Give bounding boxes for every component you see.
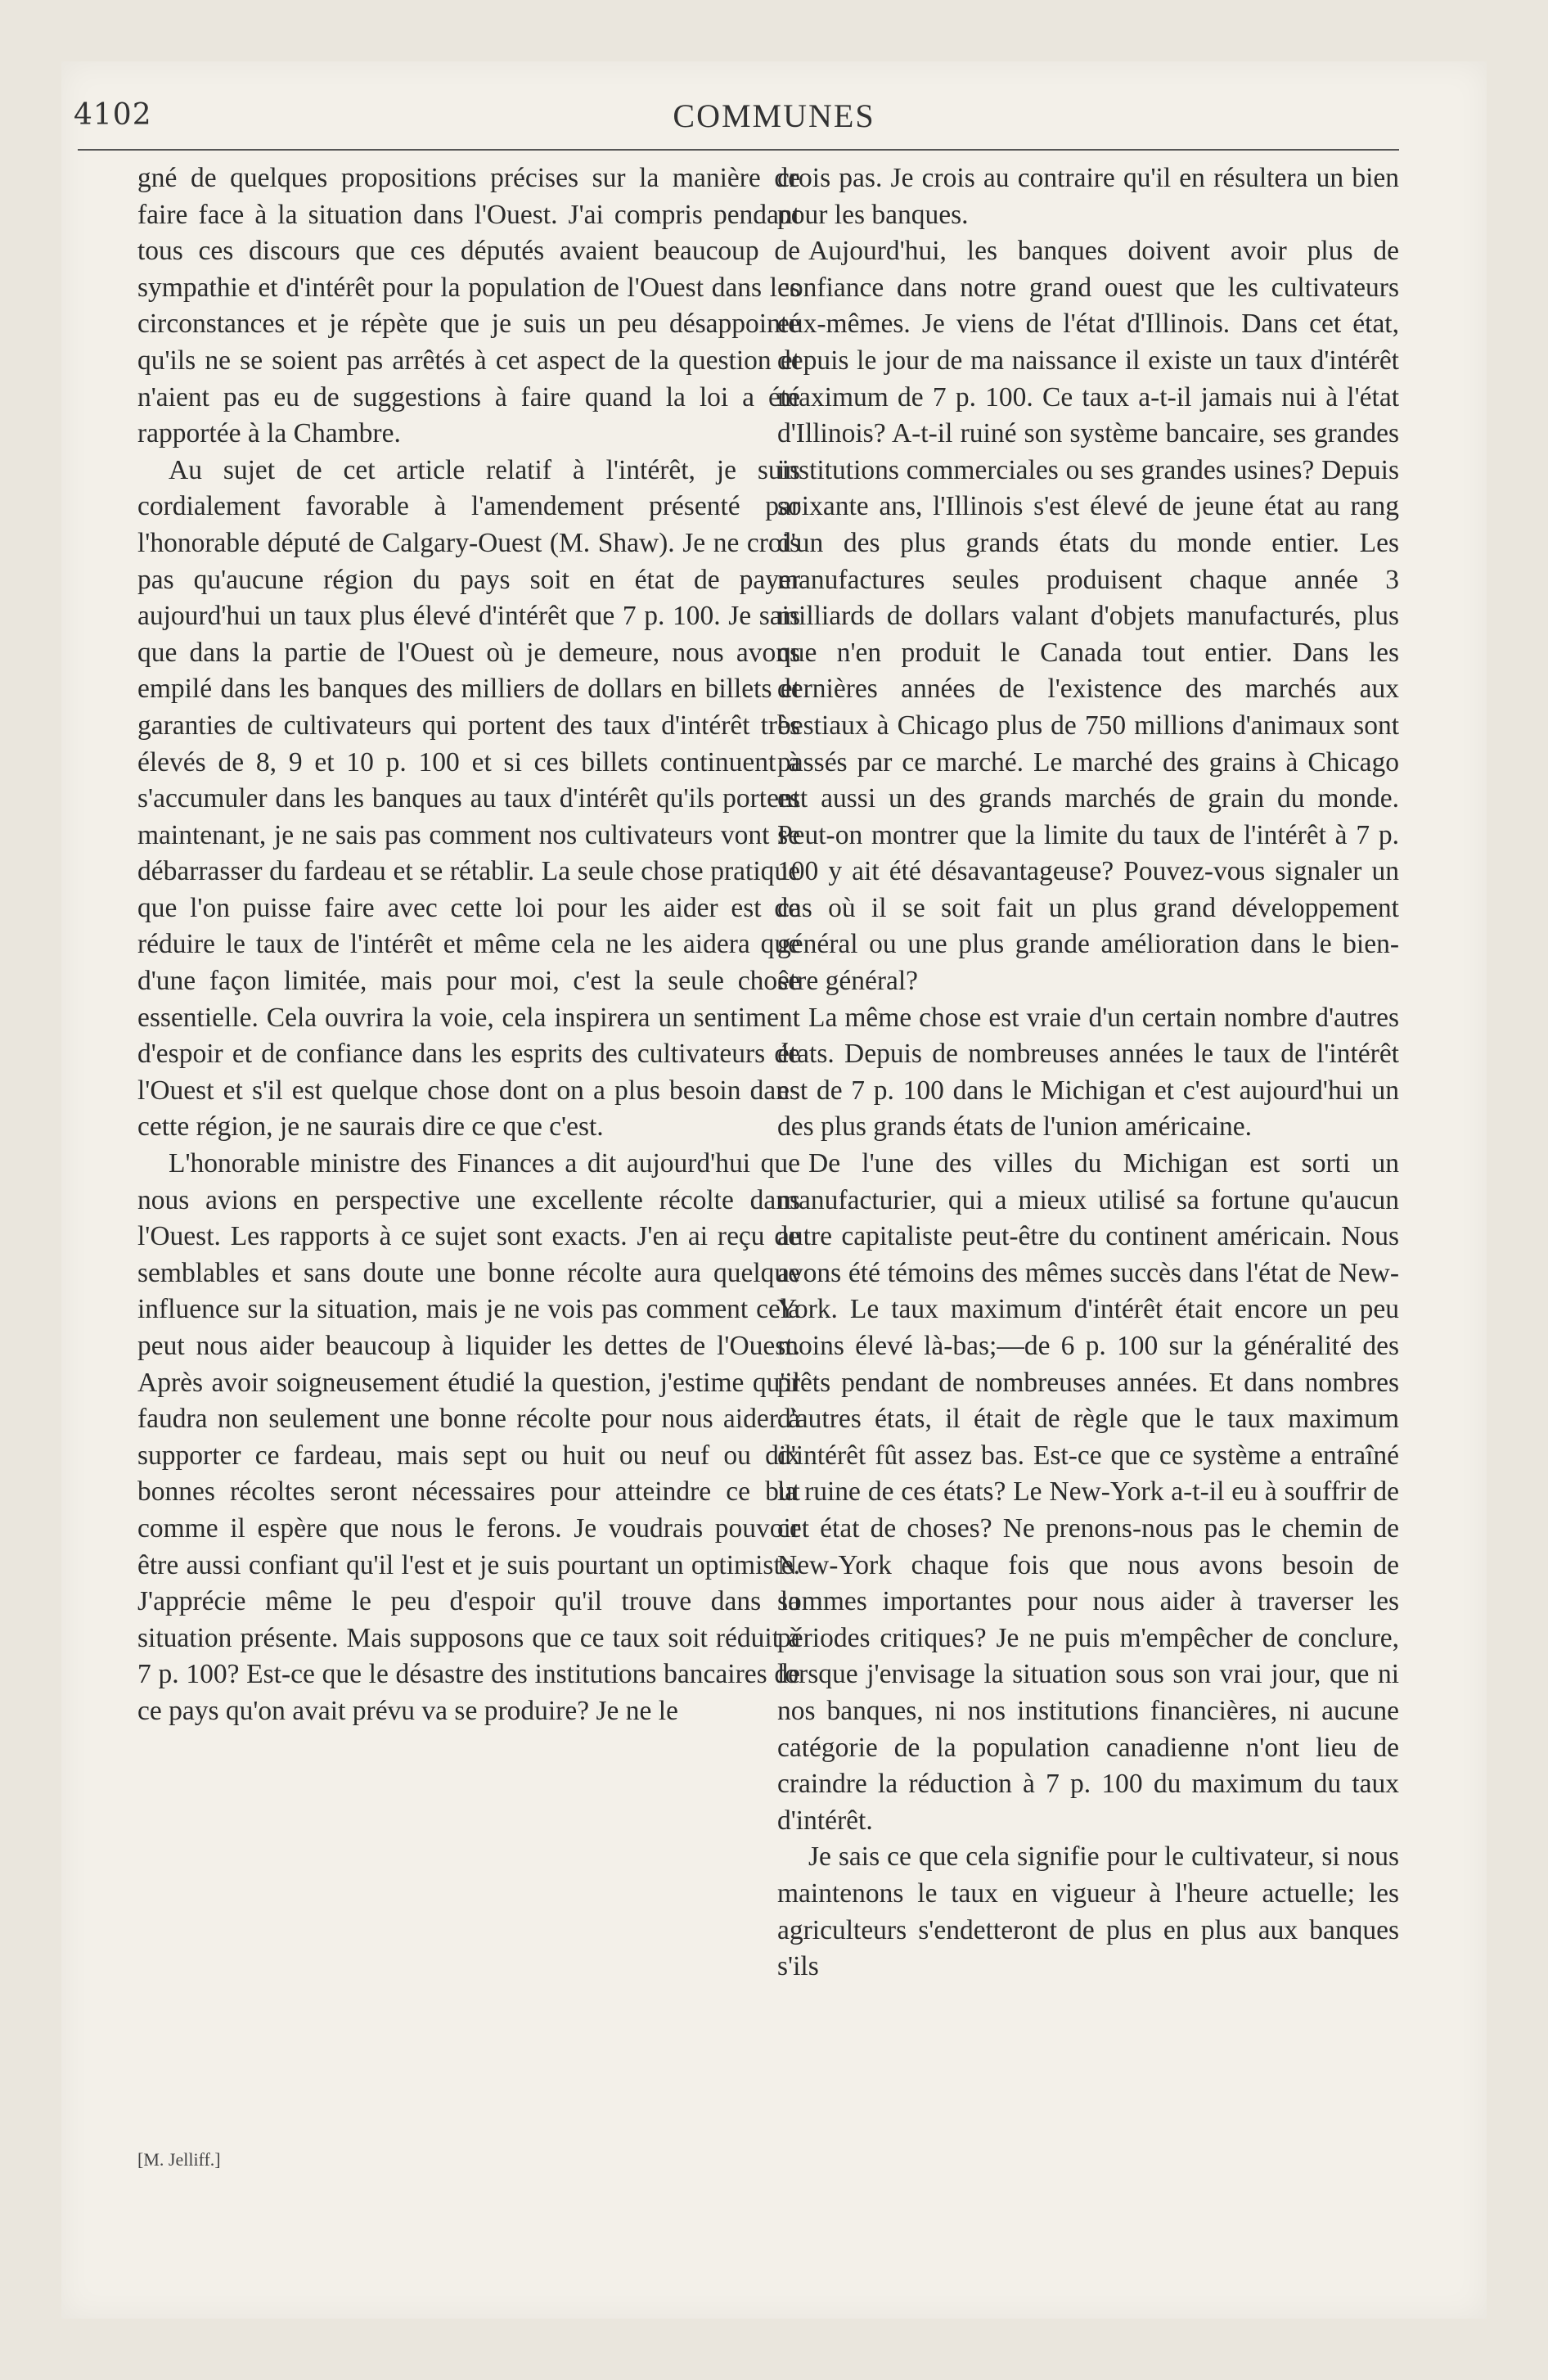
speaker-attribution: [M. Jelliff.] [137,2149,221,2170]
paragraph: crois pas. Je crois au contraire qu'il en résultera un bien pour les banques. [777,163,1399,230]
paragraph: Au sujet de cet article relatif à l'intérêt, je suis cordialement favorable à l'amendement présenté par l'honorable député de Calgary-Ouest (M. Shaw). Je ne crois pas qu'aucune région du pays soit en état de payer aujourd'hui un taux plus élevé d'intérêt que 7 p. 100. Je sais que dans la partie de l'Ouest où je demeure, nous avons empilé dans les banques des milliers de dollars en billets et garanties de cultivateurs qui portent des taux d'intérêt très élevés de 8, 9 et 10 p. 100 et si ces billets continuent à s'accumuler dans les banques au taux d'intérêt qu'ils portent maintenant, je ne sais pas comment nos cultivateurs vont se débarrasser du fardeau et se rétablir. La seule chose pratique que l'on puisse faire avec cette loi pour les aider est de réduire le taux de l'intérêt et même cela ne les aidera que d'une façon limitée, mais pour moi, c'est la seule chose essentielle. Cela ouvrira la voie, cela inspirera un sentiment d'espoir et de confiance dans les esprits des cultivateurs de l'Ouest et s'il est quelque chose dont on a plus besoin dans cette région, je ne saurais dire ce que c'est. [137,454,800,1143]
paragraph: L'honorable ministre des Finances a dit aujourd'hui que nous avions en perspective une excellente récolte dans l'Ouest. Les rapports à ce sujet sont exacts. J'en ai reçu de semblables et sans doute une bonne récolte aura quelque influence sur la situation, mais je ne vois pas comment cela peut nous aider beaucoup à liquider les dettes de l'Ouest. Après avoir soigneusement étudié la question, j'estime qu'il faudra non seulement une bonne récolte pour nous aider à supporter ce fardeau, mais sept ou huit ou neuf ou dix bonnes récoltes seront nécessaires pour atteindre ce but comme il espère que nous le ferons. Je voudrais pouvoir être aussi confiant qu'il l'est et je suis pourtant un optimiste. J'apprécie même le peu d'espoir qu'il trouve dans la situation présente. Mais supposons que ce taux soit réduit à 7 p. 100? Est-ce que le désastre des institutions bancaires de ce pays qu'on avait prévu va se produire? Je ne le [137,1148,800,1726]
right-column [777,160,1399,1986]
paragraph: De l'une des villes du Michigan est sorti un manufacturier, qui a mieux utilisé sa fortune qu'aucun autre capitaliste peut-être du continent américain. Nous avons été témoins des mêmes succès dans l'état de New-York. Le taux maximum d'intérêt était encore un peu moins élevé là-bas;—de 6 p. 100 sur la généralité des prêts pendant de nombreuses années. Et dans nombres d'autres états, il était de règle que le taux maximum d'intérêt fût assez bas. Est-ce que ce système a entraîné la ruine de ces états? Le New-York a-t-il eu à souffrir de cet état de choses? Ne prenons-nous pas le chemin de New-York chaque fois que nous avons besoin de sommes importantes pour nous aider à traverser les périodes critiques? Je ne puis m'empêcher de conclure, lorsque j'envisage la situation sous son vrai jour, que ni nos banques, ni nos institutions financières, ni aucune catégorie de la population canadienne n'ont lieu de craindre la réduction à 7 p. 100 du maximum du taux d'intérêt. [777,1148,1399,1836]
paragraph: Je sais ce que cela signifie pour le cultivateur, si nous maintenons le taux en vigueur à l'heure actuelle; les agriculteurs s'endetteront de plus en plus aux banques s'ils [777,1841,1399,1982]
paragraph: gné de quelques propositions précises sur la manière de faire face à la situation dans l'Ouest. J'ai compris pendant tous ces discours que ces députés avaient beaucoup de sympathie et d'intérêt pour la population de l'Ouest dans les circonstances et je répète que je suis un peu désappointé qu'ils ne se soient pas arrêtés à cet aspect de la question et n'aient pas eu de suggestions à faire quand la loi a été rapportée à la Chambre. [137,163,800,449]
running-title: COMMUNES [673,97,875,134]
header-rule [78,149,1399,151]
page-number: 4102 [74,98,152,132]
left-column [137,160,800,1730]
paragraph: La même chose est vraie d'un certain nombre d'autres états. Depuis de nombreuses années le taux de l'intérêt est de 7 p. 100 dans le Michigan et c'est aujourd'hui un des plus grands états de l'union américaine. [777,1002,1399,1143]
paragraph: Aujourd'hui, les banques doivent avoir plus de confiance dans notre grand ouest que les cultivateurs eux-mêmes. Je viens de l'état d'Illinois. Dans cet état, depuis le jour de ma naissance il existe un taux d'intérêt maximum de 7 p. 100. Ce taux a-t-il jamais nui à l'état d'Illinois? A-t-il ruiné son système bancaire, ses grandes institutions commerciales ou ses grandes usines? Depuis soixante ans, l'Illinois s'est élevé de jeune état au rang d'un des plus grands états du monde entier. Les manufactures seules produisent chaque année 3 milliards de dollars valant d'objets manufacturés, plus que n'en produit le Canada tout entier. Dans les dernières années de l'existence des marchés aux bestiaux à Chicago plus de 750 millions d'animaux sont passés par ce marché. Le marché des grains à Chicago est aussi un des grands marchés de grain du monde. Peut-on montrer que la limite du taux de l'intérêt à 7 p. 100 y ait été désavantageuse? Pouvez-vous signaler un cas où il se soit fait un plus grand développement général ou une plus grande amélioration dans le bien-être général? [777,236,1399,997]
